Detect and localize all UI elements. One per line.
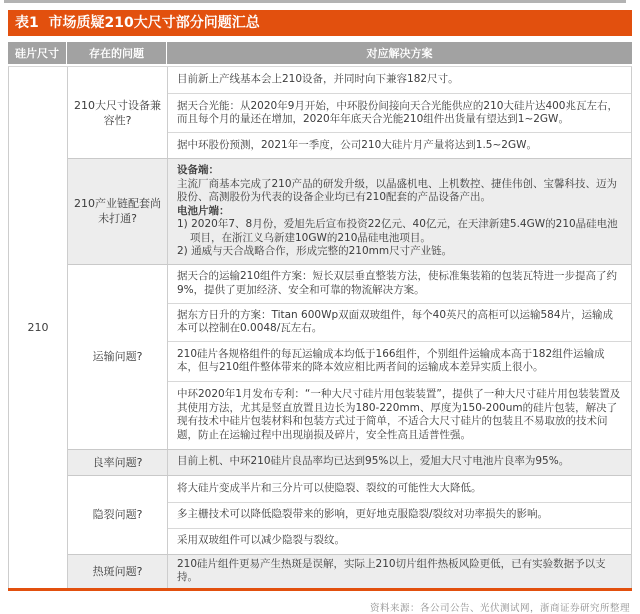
solution-cell: 中环2020年1月发布专利：“一种大尺寸硅片用包装装置”，提供了一种大尺寸硅片用包装装置及其使用方法，尤其是竖直放置且边长为180-220mm、厚度为150-200um的硅片包装，解决了现有技术中硅片包装材料和包装方式过于简单，不适合大尺寸硅片的包装且不易取放的技术问题，防止在运输过程中出现崩损及碎片，安全性高且适普性强。 xyxy=(168,381,631,449)
bottom-accent-bar xyxy=(8,588,632,591)
group-microcrack xyxy=(68,475,631,554)
solution-heading: 电池片端： xyxy=(177,204,230,217)
solution-cell: 目前新上产线基本会上210设备，并同时向下兼容182尺寸。 xyxy=(177,73,459,86)
solution-text: 主流厂商基本完成了210产品的研发升级，以晶盛机电、上机数控、捷佳伟创、宝馨科技、迈为股份、高测股份为代表的设备企业均已有210配套的产品设备产出。 xyxy=(177,177,618,203)
group-hotspot xyxy=(68,554,631,588)
problem-cell: 良率问题? xyxy=(68,450,168,475)
problem-cell: 热斑问题? xyxy=(68,555,168,588)
source-note: 资料来源：各公司公告、光伏测试网，浙商证券研究所整理 xyxy=(369,602,630,614)
table-groups xyxy=(68,67,631,588)
problem-cell: 210大尺寸设备兼容性? xyxy=(68,67,168,158)
summary-table xyxy=(8,66,632,588)
solution-column xyxy=(168,67,631,158)
solution-cell: 据天合光能：从2020年9月开始，中环股份间接向天合光能供应的210大硅片达400兆瓦左右，而且每个月的量还在增加，2020年年底天合光能210组件出货量有望达到1~2GW。 xyxy=(168,93,631,132)
problem-cell: 隐裂问题? xyxy=(68,476,168,554)
problem-cell: 210产业链配套尚未打通? xyxy=(68,159,168,264)
column-header-problem: 存在的问题 xyxy=(67,42,167,64)
solution-cell: 将大硅片变成半片和三分片可以使隐裂、裂纹的可能性大大降低。 xyxy=(177,481,482,494)
solution-cell: 据中环股份预测，2021年一季度，公司210大硅片月产量将达到1.5~2GW。 xyxy=(168,132,631,158)
solution-cell: 210硅片各规格组件的每瓦运输成本均低于166组件，个别组件运输成本高于182组件运输成本，但与210组件整体带来的降本效应相比两者间的运输成本差异实质上很小。 xyxy=(168,341,631,381)
group-yield xyxy=(68,449,631,475)
solution-column xyxy=(168,265,631,449)
solution-column xyxy=(168,555,631,588)
group-compatibility xyxy=(68,67,631,158)
solution-cell: 采用双玻组件可以减少隐裂与裂纹。 xyxy=(168,528,631,554)
problem-cell: 运输问题? xyxy=(68,265,168,449)
solution-cell: 据天合的运输210组件方案：短长双层垂直整装方法，使标准集装箱的包装瓦特进一步提高了约9%，提供了更加经济、安全和可靠的物流解决方案。 xyxy=(177,270,618,296)
solution-column xyxy=(168,476,631,554)
solution-list-item: 2) 通威与天合战略合作，形成完整的210mm尺寸产业链。 xyxy=(177,245,453,257)
solution-heading: 设备端： xyxy=(177,164,219,176)
group-transport xyxy=(68,264,631,449)
solution-cell: 目前上机、中环210硅片良品率均已达到95%以上，爱旭大尺寸电池片良率为95%。 xyxy=(177,455,570,468)
solution-cell: 210硅片组件更易产生热斑是误解，实际上210切片组件热板风险更低，已有实验数据予以支持。 xyxy=(177,557,606,583)
group-supply-chain xyxy=(68,158,631,264)
top-divider-strip xyxy=(4,0,626,3)
solution-cell: 多主栅技术可以降低隐裂带来的影响，更好地克服隐裂/裂纹对功率损失的影响。 xyxy=(168,502,631,528)
solution-cell xyxy=(168,159,631,264)
wafer-size-cell: 210 xyxy=(9,67,68,588)
column-header-wafer-size: 硅片尺寸 xyxy=(8,42,67,64)
solution-cell: 据东方日升的方案：Titan 600Wp双面双玻组件，每个40英尺的高柜可以运输584片，运输成本可以控制在0.0048/瓦左右。 xyxy=(168,303,631,341)
solution-column xyxy=(168,450,631,475)
table-header-row xyxy=(8,42,632,64)
table-title: 表1 市场质疑210大尺寸部分问题汇总 xyxy=(8,10,632,36)
solution-column xyxy=(168,159,631,264)
solution-list-item: 1) 2020年7、8月份，爱旭先后宣布投资22亿元、40亿元，在天津新建5.4GW的210晶硅电池项目，在浙江义乌新建10GW的210晶硅电池项目。 xyxy=(177,218,618,244)
column-header-solution: 对应解决方案 xyxy=(366,47,433,60)
